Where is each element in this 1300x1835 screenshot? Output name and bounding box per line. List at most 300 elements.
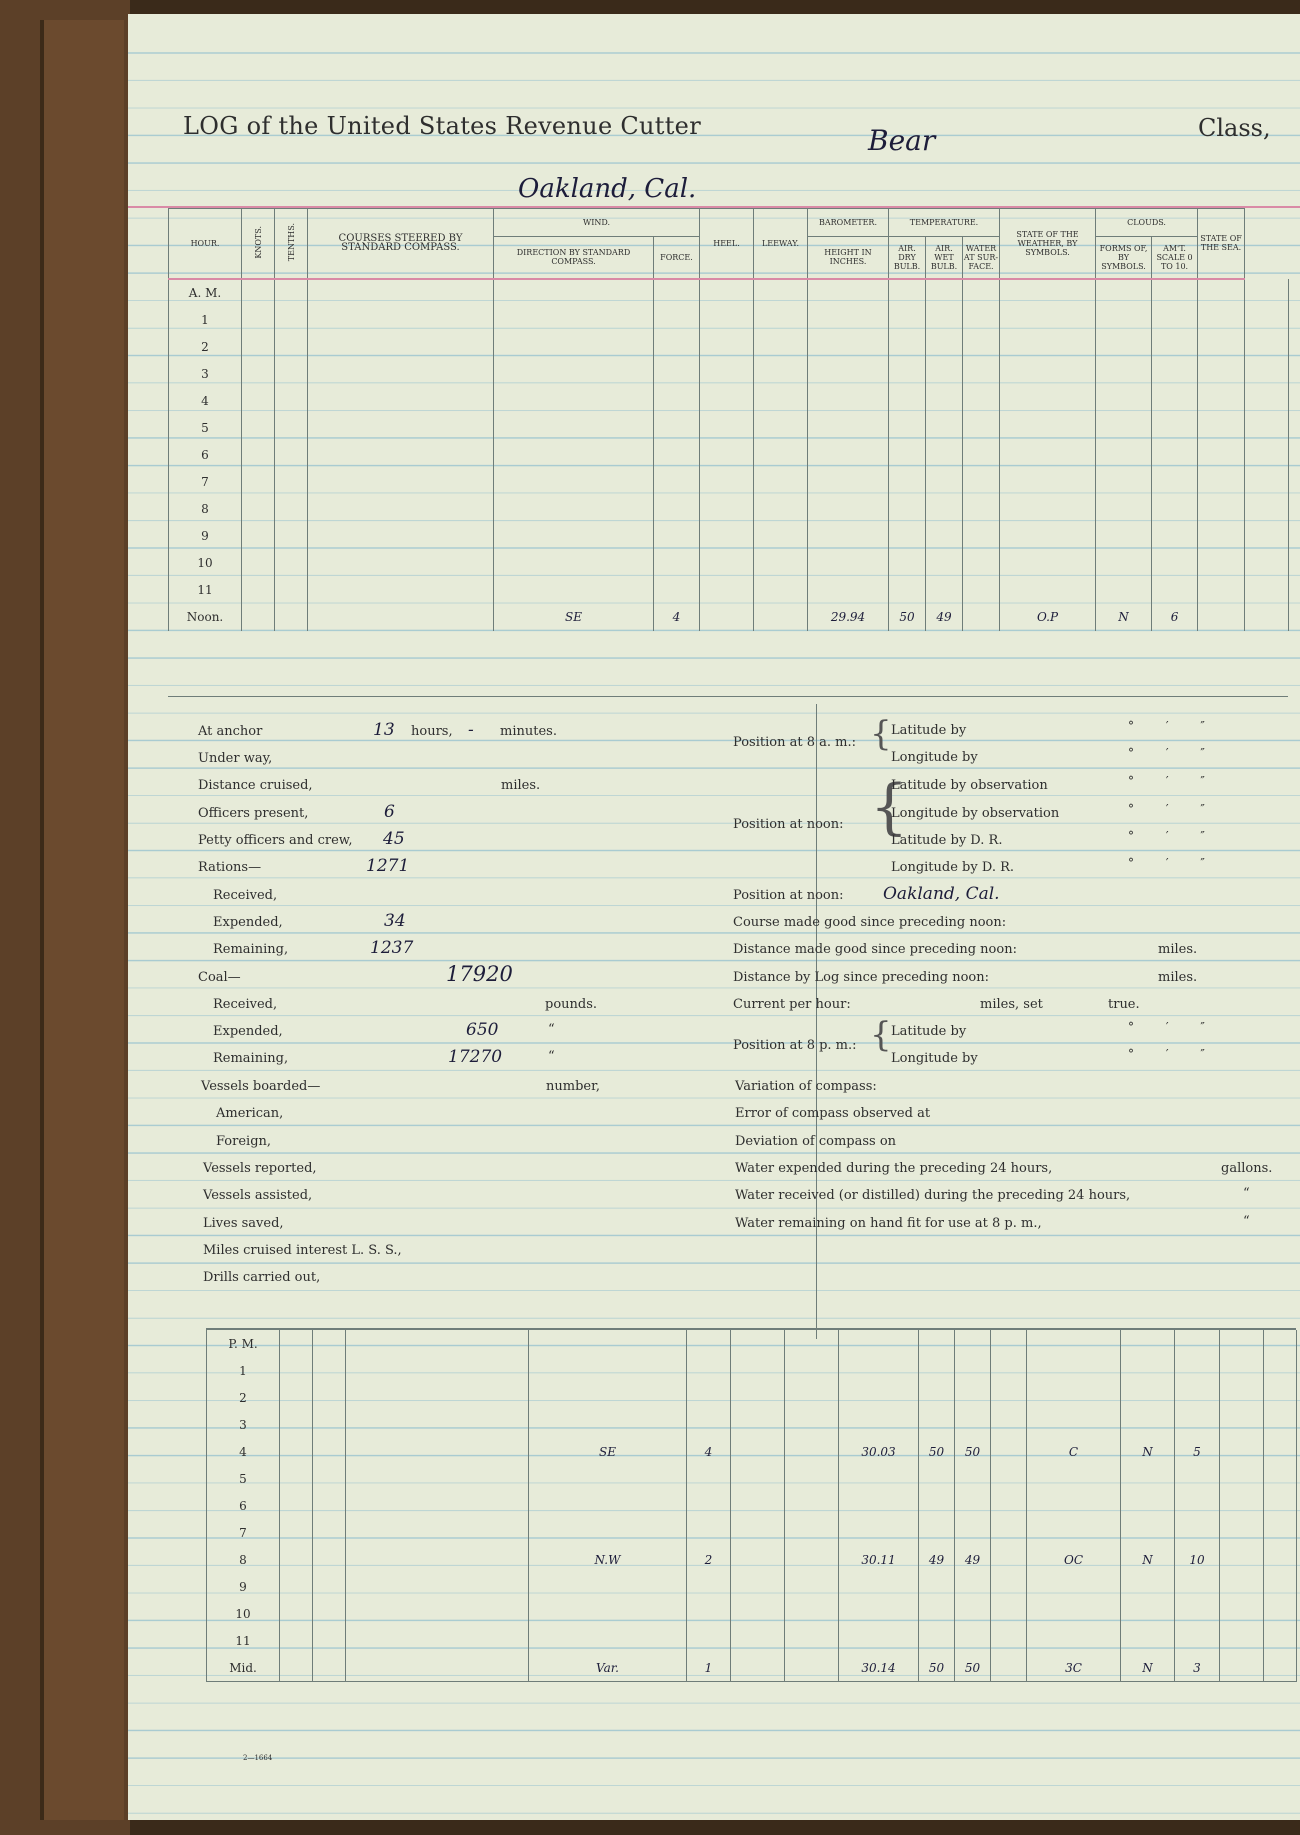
dms-marks: ° ′ ″ bbox=[1128, 774, 1219, 788]
wind-direction-cell bbox=[529, 1519, 687, 1546]
deviation-label: Deviation of compass on bbox=[735, 1134, 897, 1149]
wind-force-cell bbox=[654, 442, 700, 469]
course-cell bbox=[346, 1411, 529, 1438]
rations-label: Rations— bbox=[198, 860, 262, 875]
dms-marks: ° ′ ″ bbox=[1128, 856, 1219, 870]
sea-cell bbox=[1245, 307, 1289, 334]
weather-cell: C bbox=[1027, 1438, 1121, 1465]
leeway-cell bbox=[754, 307, 808, 334]
air-dry-cell bbox=[919, 1330, 955, 1357]
water-temp-cell bbox=[991, 1411, 1027, 1438]
hour-cell: 2 bbox=[169, 334, 242, 361]
cloud-form-cell bbox=[1121, 1384, 1175, 1411]
weather-cell bbox=[1000, 279, 1096, 307]
heel-cell bbox=[700, 604, 754, 631]
dms-marks: ° ′ ″ bbox=[1128, 746, 1219, 760]
under-way-label: Under way, bbox=[198, 751, 273, 766]
tenths-cell bbox=[275, 577, 308, 604]
petty-officers-label: Petty officers and crew, bbox=[198, 833, 353, 848]
cloud-form-cell bbox=[1121, 1330, 1175, 1357]
vessels-reported-label: Vessels reported, bbox=[203, 1161, 317, 1176]
knots-cell bbox=[280, 1600, 313, 1627]
air-wet-cell bbox=[955, 1330, 991, 1357]
log-row bbox=[169, 550, 1289, 577]
leeway-cell bbox=[785, 1411, 839, 1438]
header-heel: HEEL. bbox=[700, 209, 754, 279]
course-cell bbox=[308, 496, 494, 523]
heel-cell bbox=[731, 1627, 785, 1654]
at-anchor-hours: 13 bbox=[373, 720, 395, 740]
weather-cell: O.P bbox=[1000, 604, 1096, 631]
wind-force-cell bbox=[687, 1357, 731, 1384]
header-air-wet: AIR. WET BULB. bbox=[926, 237, 963, 279]
rations-value: 1271 bbox=[366, 856, 410, 876]
air-wet-cell bbox=[955, 1627, 991, 1654]
knots-cell bbox=[280, 1573, 313, 1600]
course-cell bbox=[308, 307, 494, 334]
air-dry-cell bbox=[889, 469, 926, 496]
tenths-cell bbox=[275, 523, 308, 550]
air-dry-cell bbox=[919, 1573, 955, 1600]
hour-cell: 7 bbox=[169, 469, 242, 496]
weather-cell bbox=[1000, 550, 1096, 577]
cloud-form-cell bbox=[1121, 1600, 1175, 1627]
cloud-form-cell bbox=[1096, 334, 1152, 361]
miles-lss-label: Miles cruised interest L. S. S., bbox=[203, 1243, 402, 1258]
air-wet-cell bbox=[926, 550, 963, 577]
log-row bbox=[207, 1573, 1297, 1600]
cloud-form-cell bbox=[1096, 550, 1152, 577]
air-dry-cell: 50 bbox=[919, 1438, 955, 1465]
air-dry-cell bbox=[919, 1600, 955, 1627]
barometer-cell bbox=[808, 577, 889, 604]
leeway-cell bbox=[754, 388, 808, 415]
form-number: 2—1664 bbox=[243, 1754, 273, 1762]
miles-label: miles. bbox=[501, 778, 541, 793]
barometer-cell bbox=[839, 1384, 919, 1411]
air-dry-cell bbox=[919, 1492, 955, 1519]
tenths-cell bbox=[275, 550, 308, 577]
barometer-cell: 30.14 bbox=[839, 1654, 919, 1682]
sea-cell bbox=[1245, 469, 1289, 496]
air-dry-cell bbox=[889, 334, 926, 361]
header-knots: KNOTS. bbox=[253, 225, 263, 259]
sea-cell bbox=[1245, 577, 1289, 604]
heel-cell bbox=[700, 307, 754, 334]
hour-cell: P. M. bbox=[207, 1330, 280, 1357]
coal-expended-value: 650 bbox=[466, 1020, 499, 1040]
pounds-label: pounds. bbox=[545, 997, 598, 1012]
petty-officers-value: 45 bbox=[383, 829, 405, 849]
water-temp-cell bbox=[963, 361, 1000, 388]
at-anchor-minutes: - bbox=[468, 720, 474, 740]
water-temp-cell bbox=[963, 388, 1000, 415]
log-page bbox=[128, 14, 1300, 1820]
leeway-cell bbox=[785, 1546, 839, 1573]
leeway-cell bbox=[754, 334, 808, 361]
log-row bbox=[207, 1384, 1297, 1411]
air-wet-cell bbox=[926, 469, 963, 496]
leeway-cell bbox=[785, 1438, 839, 1465]
cloud-form-cell bbox=[1096, 523, 1152, 550]
water-temp-cell bbox=[991, 1465, 1027, 1492]
sea-cell bbox=[1264, 1411, 1297, 1438]
air-dry-cell bbox=[919, 1465, 955, 1492]
knots-cell bbox=[280, 1465, 313, 1492]
weather-cell bbox=[1000, 523, 1096, 550]
air-wet-cell bbox=[955, 1411, 991, 1438]
american-label: American, bbox=[216, 1106, 284, 1121]
true-label: true. bbox=[1108, 997, 1140, 1012]
water-temp-cell bbox=[991, 1330, 1027, 1357]
tenths-cell bbox=[275, 496, 308, 523]
wind-force-cell bbox=[687, 1384, 731, 1411]
page-title: LOG of the United States Revenue Cutter bbox=[183, 112, 701, 140]
header-wind-force: FORCE. bbox=[654, 237, 700, 279]
tenths-cell bbox=[313, 1438, 346, 1465]
knots-cell bbox=[242, 388, 275, 415]
weather-cell bbox=[1000, 442, 1096, 469]
rations-expended-value: 34 bbox=[384, 911, 406, 931]
vessel-name: Bear bbox=[868, 124, 936, 157]
sea-cell bbox=[1220, 1573, 1264, 1600]
wind-direction-cell bbox=[494, 415, 654, 442]
tenths-cell bbox=[275, 388, 308, 415]
weather-cell bbox=[1027, 1357, 1121, 1384]
class-label: Class, bbox=[1198, 114, 1271, 142]
distance-log-label: Distance by Log since preceding noon: bbox=[733, 970, 990, 985]
sea-cell bbox=[1220, 1546, 1264, 1573]
hours-label: hours, bbox=[411, 724, 453, 739]
header-barometer: BAROMETER. bbox=[808, 209, 889, 237]
air-wet-cell bbox=[955, 1357, 991, 1384]
air-wet-cell: 49 bbox=[955, 1546, 991, 1573]
wind-direction-cell bbox=[494, 523, 654, 550]
wind-direction-cell bbox=[529, 1573, 687, 1600]
cloud-amount-cell bbox=[1175, 1573, 1220, 1600]
tenths-cell bbox=[275, 279, 308, 307]
officers-present-label: Officers present, bbox=[198, 806, 309, 821]
heel-cell bbox=[731, 1465, 785, 1492]
cloud-amount-cell bbox=[1152, 361, 1198, 388]
log-row bbox=[207, 1357, 1297, 1384]
barometer-cell bbox=[839, 1357, 919, 1384]
wind-force-cell: 2 bbox=[687, 1546, 731, 1573]
vessels-boarded-label: Vessels boarded— bbox=[201, 1079, 321, 1094]
sea-cell bbox=[1245, 604, 1289, 631]
air-dry-cell bbox=[919, 1357, 955, 1384]
sea-cell bbox=[1264, 1519, 1297, 1546]
water-temp-cell bbox=[963, 496, 1000, 523]
wind-force-cell bbox=[654, 361, 700, 388]
hour-cell: 1 bbox=[207, 1357, 280, 1384]
coal-received-label: Received, bbox=[213, 997, 278, 1012]
log-row bbox=[207, 1600, 1297, 1627]
air-dry-cell bbox=[889, 550, 926, 577]
ditto-mark: “ bbox=[548, 1049, 555, 1064]
cloud-form-cell bbox=[1096, 442, 1152, 469]
hour-cell: 4 bbox=[169, 388, 242, 415]
log-row bbox=[169, 415, 1289, 442]
header-cloud-amount: AM'T. SCALE 0 TO 10. bbox=[1152, 237, 1198, 279]
header-barometer-height: HEIGHT IN INCHES. bbox=[808, 237, 889, 279]
header-cloud-forms: FORMS OF, BY SYMBOLS. bbox=[1096, 237, 1152, 279]
header-weather: STATE OF THE WEATHER, BY SYMBOLS. bbox=[1000, 209, 1096, 279]
hour-cell: 9 bbox=[169, 523, 242, 550]
sea-cell bbox=[1245, 388, 1289, 415]
am-log-table bbox=[168, 208, 1289, 631]
cloud-form-cell bbox=[1121, 1357, 1175, 1384]
sea-cell bbox=[1220, 1438, 1264, 1465]
weather-cell bbox=[1000, 307, 1096, 334]
foreign-label: Foreign, bbox=[216, 1134, 272, 1149]
tenths-cell bbox=[313, 1384, 346, 1411]
cloud-amount-cell bbox=[1152, 550, 1198, 577]
heel-cell bbox=[700, 442, 754, 469]
air-dry-cell bbox=[889, 388, 926, 415]
cloud-form-cell bbox=[1096, 496, 1152, 523]
tenths-cell bbox=[313, 1465, 346, 1492]
air-dry-cell: 49 bbox=[919, 1546, 955, 1573]
leeway-cell bbox=[754, 279, 808, 307]
log-row bbox=[169, 279, 1289, 307]
barometer-cell bbox=[839, 1627, 919, 1654]
wind-force-cell bbox=[654, 307, 700, 334]
hour-cell: 2 bbox=[207, 1384, 280, 1411]
course-cell bbox=[308, 604, 494, 631]
knots-cell bbox=[280, 1654, 313, 1682]
cloud-amount-cell bbox=[1152, 442, 1198, 469]
water-temp-cell bbox=[991, 1600, 1027, 1627]
knots-cell bbox=[242, 279, 275, 307]
tenths-cell bbox=[275, 415, 308, 442]
knots-cell bbox=[242, 523, 275, 550]
sea-cell bbox=[1245, 279, 1289, 307]
knots-cell bbox=[280, 1411, 313, 1438]
hour-cell: 7 bbox=[207, 1519, 280, 1546]
tenths-cell bbox=[313, 1546, 346, 1573]
course-cell bbox=[308, 442, 494, 469]
heel-cell bbox=[731, 1384, 785, 1411]
wind-direction-cell bbox=[529, 1465, 687, 1492]
leeway-cell bbox=[785, 1627, 839, 1654]
course-cell bbox=[308, 577, 494, 604]
course-cell bbox=[308, 361, 494, 388]
cloud-amount-cell bbox=[1152, 523, 1198, 550]
heel-cell bbox=[700, 388, 754, 415]
course-cell bbox=[308, 334, 494, 361]
heel-cell bbox=[700, 334, 754, 361]
barometer-cell bbox=[808, 523, 889, 550]
air-dry-cell bbox=[919, 1384, 955, 1411]
water-temp-cell bbox=[963, 550, 1000, 577]
cloud-amount-cell bbox=[1175, 1519, 1220, 1546]
tenths-cell bbox=[275, 469, 308, 496]
cloud-amount-cell bbox=[1175, 1492, 1220, 1519]
rations-remaining-label: Remaining, bbox=[213, 942, 289, 957]
air-dry-cell bbox=[889, 415, 926, 442]
log-row bbox=[169, 307, 1289, 334]
barometer-cell bbox=[808, 415, 889, 442]
wind-force-cell bbox=[654, 279, 700, 307]
leeway-cell bbox=[754, 361, 808, 388]
cloud-amount-cell bbox=[1175, 1465, 1220, 1492]
barometer-cell bbox=[808, 279, 889, 307]
tenths-cell bbox=[313, 1600, 346, 1627]
cloud-amount-cell bbox=[1152, 279, 1198, 307]
course-cell bbox=[308, 415, 494, 442]
dms-marks: ° ′ ″ bbox=[1128, 802, 1219, 816]
pos-noon-label-2: Position at noon: bbox=[733, 888, 844, 903]
course-cell bbox=[308, 550, 494, 577]
log-row bbox=[207, 1627, 1297, 1654]
rations-received-label: Received, bbox=[213, 888, 278, 903]
dms-marks: ° ′ ″ bbox=[1128, 1020, 1219, 1034]
leeway-cell bbox=[754, 604, 808, 631]
air-dry-cell bbox=[919, 1519, 955, 1546]
pm-table-body bbox=[207, 1330, 1297, 1682]
tenths-cell bbox=[313, 1573, 346, 1600]
log-row bbox=[169, 442, 1289, 469]
leeway-cell bbox=[754, 415, 808, 442]
weather-cell bbox=[1027, 1411, 1121, 1438]
water-temp-cell bbox=[991, 1573, 1027, 1600]
dms-marks: ° ′ ″ bbox=[1128, 719, 1219, 733]
wind-direction-cell bbox=[494, 442, 654, 469]
air-wet-cell bbox=[926, 577, 963, 604]
lat-by-label-2: Latitude by bbox=[891, 1024, 967, 1039]
wind-direction-cell bbox=[529, 1384, 687, 1411]
cloud-form-cell: N bbox=[1121, 1546, 1175, 1573]
air-wet-cell bbox=[926, 279, 963, 307]
tenths-cell bbox=[313, 1357, 346, 1384]
log-row bbox=[207, 1519, 1297, 1546]
header-air-dry: AIR. DRY BULB. bbox=[889, 237, 926, 279]
course-cell bbox=[346, 1384, 529, 1411]
air-dry-cell bbox=[889, 577, 926, 604]
air-wet-cell bbox=[926, 334, 963, 361]
pos-8pm-label: Position at 8 p. m.: bbox=[733, 1038, 857, 1053]
cloud-form-cell: N bbox=[1096, 604, 1152, 631]
wind-force-cell bbox=[687, 1519, 731, 1546]
hour-cell: Mid. bbox=[207, 1654, 280, 1682]
air-dry-cell bbox=[889, 361, 926, 388]
log-row bbox=[169, 523, 1289, 550]
wind-direction-cell: Var. bbox=[529, 1654, 687, 1682]
wind-force-cell bbox=[687, 1330, 731, 1357]
sea-cell bbox=[1198, 307, 1245, 334]
tenths-cell bbox=[313, 1519, 346, 1546]
tenths-cell bbox=[313, 1411, 346, 1438]
barometer-cell bbox=[839, 1492, 919, 1519]
barometer-cell: 29.94 bbox=[808, 604, 889, 631]
weather-cell bbox=[1000, 361, 1096, 388]
hour-cell: 1 bbox=[169, 307, 242, 334]
air-wet-cell: 49 bbox=[926, 604, 963, 631]
air-wet-cell bbox=[955, 1384, 991, 1411]
lat-dr-label: Latitude by D. R. bbox=[891, 833, 1003, 848]
course-cell bbox=[346, 1357, 529, 1384]
sea-cell bbox=[1245, 415, 1289, 442]
sea-cell bbox=[1245, 334, 1289, 361]
hour-cell: 3 bbox=[207, 1411, 280, 1438]
weather-cell bbox=[1027, 1519, 1121, 1546]
hour-cell: 6 bbox=[207, 1492, 280, 1519]
wind-direction-cell bbox=[494, 334, 654, 361]
weather-cell bbox=[1000, 415, 1096, 442]
knots-cell bbox=[280, 1438, 313, 1465]
log-row bbox=[207, 1330, 1297, 1357]
gallons-label: gallons. bbox=[1221, 1161, 1273, 1176]
error-label: Error of compass observed at bbox=[735, 1106, 931, 1121]
water-temp-cell bbox=[963, 442, 1000, 469]
header-clouds: CLOUDS. bbox=[1096, 209, 1198, 237]
rations-expended-label: Expended, bbox=[213, 915, 283, 930]
sea-cell bbox=[1245, 496, 1289, 523]
log-row bbox=[169, 577, 1289, 604]
tenths-cell bbox=[275, 334, 308, 361]
sea-cell bbox=[1220, 1600, 1264, 1627]
cloud-amount-cell bbox=[1152, 388, 1198, 415]
wind-direction-cell: N.W bbox=[529, 1546, 687, 1573]
air-wet-cell bbox=[926, 388, 963, 415]
distance-made-good-label: Distance made good since preceding noon: bbox=[733, 942, 1017, 957]
water-temp-cell bbox=[963, 279, 1000, 307]
air-dry-cell: 50 bbox=[889, 604, 926, 631]
hour-cell: 10 bbox=[169, 550, 242, 577]
wind-direction-cell bbox=[494, 550, 654, 577]
heel-cell bbox=[700, 496, 754, 523]
leeway-cell bbox=[754, 469, 808, 496]
cloud-form-cell bbox=[1121, 1627, 1175, 1654]
wind-direction-cell bbox=[494, 496, 654, 523]
wind-direction-cell bbox=[529, 1492, 687, 1519]
heel-cell bbox=[700, 577, 754, 604]
cloud-form-cell bbox=[1096, 577, 1152, 604]
tenths-cell bbox=[275, 307, 308, 334]
hour-cell: 11 bbox=[207, 1627, 280, 1654]
brace: { bbox=[870, 1015, 892, 1055]
weather-cell: OC bbox=[1027, 1546, 1121, 1573]
barometer-cell bbox=[808, 334, 889, 361]
weather-cell bbox=[1027, 1465, 1121, 1492]
leeway-cell bbox=[754, 550, 808, 577]
knots-cell bbox=[242, 307, 275, 334]
wind-force-cell bbox=[654, 550, 700, 577]
hour-cell: 5 bbox=[169, 415, 242, 442]
wind-force-cell bbox=[687, 1492, 731, 1519]
course-cell bbox=[346, 1600, 529, 1627]
wind-force-cell bbox=[654, 496, 700, 523]
barometer-cell bbox=[808, 307, 889, 334]
wind-direction-cell: SE bbox=[494, 604, 654, 631]
at-anchor-label: At anchor bbox=[198, 724, 263, 739]
summary-divider bbox=[816, 704, 817, 1339]
barometer-cell bbox=[839, 1600, 919, 1627]
barometer-cell bbox=[839, 1330, 919, 1357]
weather-cell bbox=[1027, 1384, 1121, 1411]
air-wet-cell bbox=[926, 523, 963, 550]
header-leeway: LEEWAY. bbox=[754, 209, 808, 279]
air-wet-cell bbox=[926, 361, 963, 388]
wind-direction-cell bbox=[494, 307, 654, 334]
tenths-cell bbox=[275, 361, 308, 388]
wind-force-cell bbox=[654, 523, 700, 550]
sea-cell bbox=[1220, 1330, 1264, 1357]
tenths-cell bbox=[313, 1654, 346, 1682]
wind-direction-cell: SE bbox=[529, 1438, 687, 1465]
sea-cell bbox=[1198, 361, 1245, 388]
